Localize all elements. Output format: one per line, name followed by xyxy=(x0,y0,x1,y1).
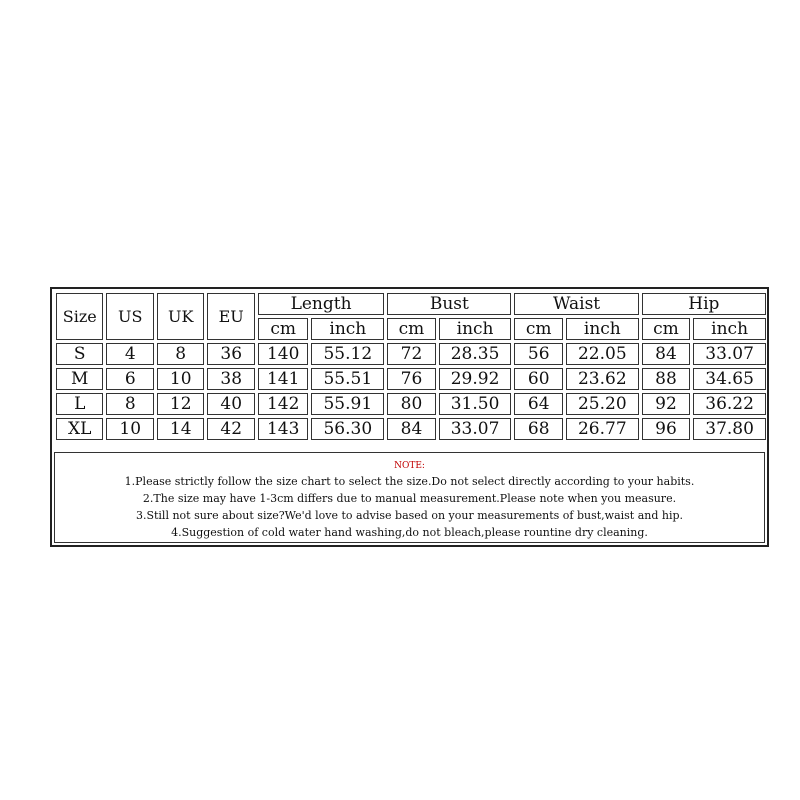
size-table xyxy=(53,290,769,443)
table-cell: 55.12 xyxy=(311,343,384,365)
note-line: 2.The size may have 1-3cm differs due to manual measurement.Please note when you measure. xyxy=(142,492,677,505)
table-cell: 143 xyxy=(258,418,309,440)
table-cell: 80 xyxy=(387,393,436,415)
table-cell: 6 xyxy=(106,368,153,390)
table-cell: 55.91 xyxy=(311,393,384,415)
table-cell: 23.62 xyxy=(566,368,639,390)
table-cell: 8 xyxy=(106,393,153,415)
header-size: Size xyxy=(56,293,103,340)
table-cell: 4 xyxy=(106,343,153,365)
size-rows xyxy=(56,343,766,440)
header-row-groups xyxy=(56,293,766,315)
table-cell: 142 xyxy=(258,393,309,415)
notes-box xyxy=(54,452,765,543)
unit-hip-cm: cm xyxy=(642,318,691,340)
table-cell: 10 xyxy=(157,368,204,390)
table-cell: 10 xyxy=(106,418,153,440)
table-cell: 42 xyxy=(207,418,254,440)
table-cell: 92 xyxy=(642,393,691,415)
table-cell: 84 xyxy=(387,418,436,440)
table-cell: 56.30 xyxy=(311,418,384,440)
size-chart xyxy=(50,287,769,547)
table-cell: 31.50 xyxy=(439,393,512,415)
table-cell: XL xyxy=(56,418,103,440)
table-cell: 14 xyxy=(157,418,204,440)
table-cell: 33.07 xyxy=(693,343,766,365)
table-cell: 141 xyxy=(258,368,309,390)
table-cell: 140 xyxy=(258,343,309,365)
table-cell: 36 xyxy=(207,343,254,365)
table-cell: M xyxy=(56,368,103,390)
unit-bust-cm: cm xyxy=(387,318,436,340)
unit-hip-inch: inch xyxy=(693,318,766,340)
table-cell: 29.92 xyxy=(439,368,512,390)
table-cell: 88 xyxy=(642,368,691,390)
table-cell: 37.80 xyxy=(693,418,766,440)
table-cell: 8 xyxy=(157,343,204,365)
table-cell: 22.05 xyxy=(566,343,639,365)
table-cell: L xyxy=(56,393,103,415)
table-cell: 55.51 xyxy=(311,368,384,390)
note-title: NOTE: xyxy=(394,461,425,471)
table-cell: 84 xyxy=(642,343,691,365)
table-cell: 72 xyxy=(387,343,436,365)
table-cell: 64 xyxy=(514,393,563,415)
unit-length-cm: cm xyxy=(258,318,309,340)
table-cell: 76 xyxy=(387,368,436,390)
table-row xyxy=(56,343,766,365)
header-hip: Hip xyxy=(642,293,766,315)
note-line: 4.Suggestion of cold water hand washing,do not bleach,please rountine dry cleaning. xyxy=(171,526,648,539)
note-line: 3.Still not sure about size?We'd love to advise based on your measurements of bust,waist and hip. xyxy=(135,509,684,522)
table-row xyxy=(56,418,766,440)
table-row xyxy=(56,393,766,415)
note-line: 1.Please strictly follow the size chart to select the size.Do not select directly according to your habits. xyxy=(124,475,695,488)
unit-length-inch: inch xyxy=(311,318,384,340)
table-row xyxy=(56,368,766,390)
header-uk: UK xyxy=(157,293,204,340)
table-cell: 26.77 xyxy=(566,418,639,440)
header-length: Length xyxy=(258,293,384,315)
table-cell: 33.07 xyxy=(439,418,512,440)
unit-waist-cm: cm xyxy=(514,318,563,340)
table-cell: 38 xyxy=(207,368,254,390)
table-cell: 56 xyxy=(514,343,563,365)
table-cell: 36.22 xyxy=(693,393,766,415)
table-cell: 68 xyxy=(514,418,563,440)
header-bust: Bust xyxy=(387,293,511,315)
table-cell: 12 xyxy=(157,393,204,415)
table-cell: 60 xyxy=(514,368,563,390)
unit-bust-inch: inch xyxy=(439,318,512,340)
header-us: US xyxy=(106,293,153,340)
table-cell: 96 xyxy=(642,418,691,440)
table-cell: 28.35 xyxy=(439,343,512,365)
table-cell: 40 xyxy=(207,393,254,415)
table-cell: S xyxy=(56,343,103,365)
header-waist: Waist xyxy=(514,293,638,315)
table-cell: 25.20 xyxy=(566,393,639,415)
unit-waist-inch: inch xyxy=(566,318,639,340)
table-cell: 34.65 xyxy=(693,368,766,390)
header-eu: EU xyxy=(207,293,254,340)
